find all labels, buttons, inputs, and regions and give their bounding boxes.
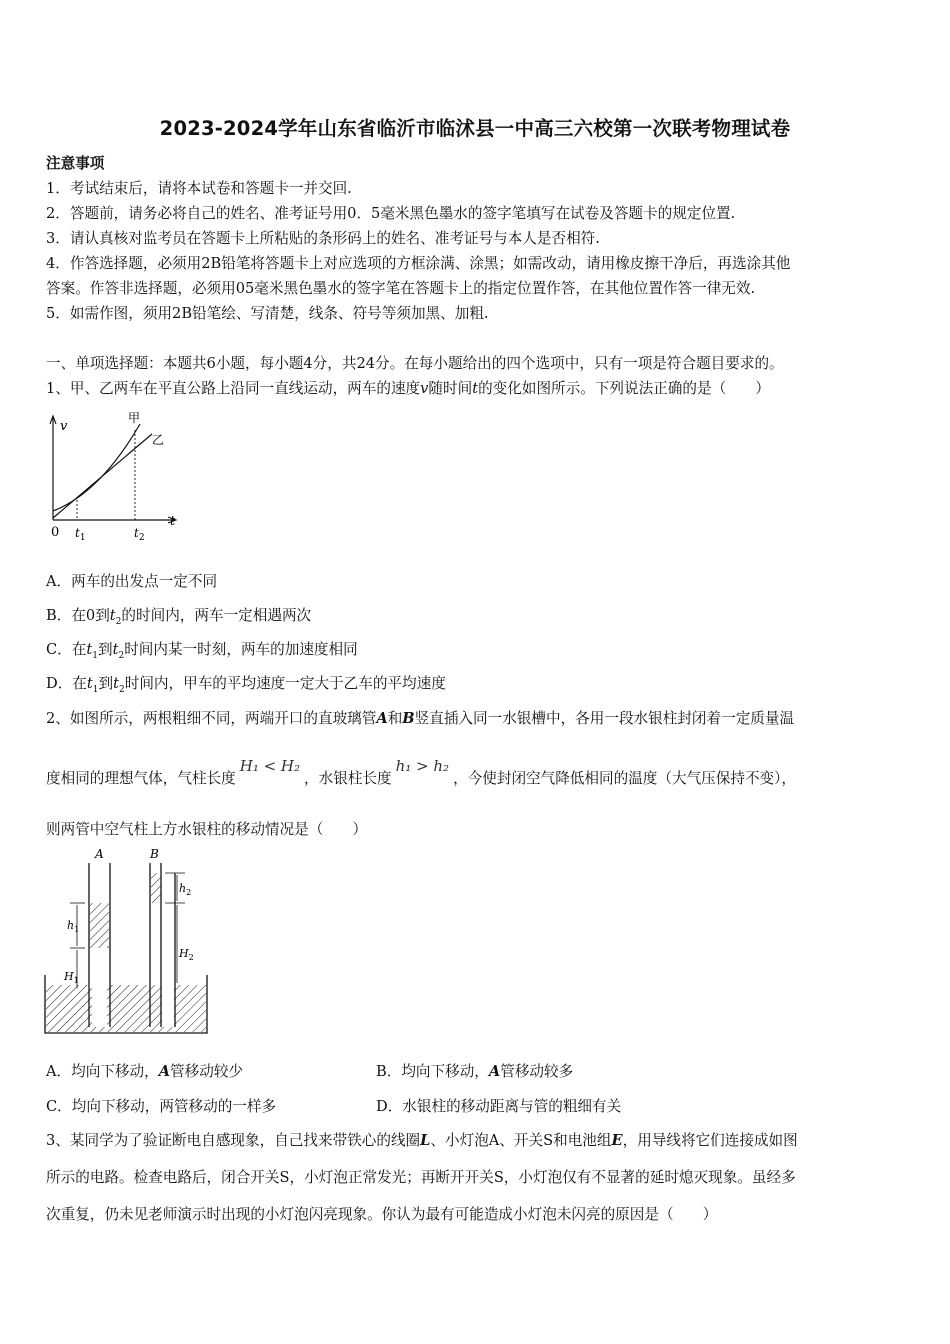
notice-item: 答案。作答非选择题，必须用05毫米黑色墨水的签字笔在答题卡上的指定位置作答，在其他位置作答一律无效.: [46, 280, 756, 297]
mercury-tubes-figure: [40, 845, 215, 1040]
q1-option-c: C．在$t_1$到$t_2$时间内某一时刻，两车的加速度相同: [46, 641, 358, 661]
condition-H: H₁ < H₂: [239, 757, 301, 775]
q2-option-c: C．均向下移动，两管移动的一样多: [46, 1098, 277, 1115]
q1-option-a: A．两车的出发点一定不同: [46, 573, 218, 590]
q1-option-b: B．在0到$t_2$的时间内，两车一定相遇两次: [46, 607, 312, 627]
t1-label: $t_1$: [75, 526, 86, 543]
yi-label: 乙: [152, 433, 165, 447]
q2-option-b: B．均向下移动，A管移动较多: [376, 1063, 574, 1080]
page-title: 2023-2024学年山东省临沂市临沭县一中高三六校第一次联考物理试卷: [159, 117, 791, 140]
v-axis-label: v: [60, 419, 68, 434]
H2-label: $H_2$: [179, 947, 194, 962]
question-1-stem: 1、甲、乙两车在平直公路上沿同一直线运动，两车的速度v随时间t的变化如图所示。下列说法正确的是（ ）: [46, 380, 770, 397]
t-axis-label: t: [170, 514, 176, 529]
condition-h: h₁ > h₂: [395, 757, 450, 775]
h1-label: $h_1$: [67, 919, 80, 934]
q2-option-d: D．水银柱的移动距离与管的粗细有关: [376, 1098, 622, 1115]
velocity-time-graph: [40, 408, 190, 548]
question-2-stem-line3: 则两管中空气柱上方水银柱的移动情况是（ ）: [46, 821, 368, 838]
q1-option-d: D．在$t_1$到$t_2$时间内，甲车的平均速度一定大于乙车的平均速度: [46, 675, 446, 695]
tube-a-mercury-column: [90, 903, 109, 948]
notice-heading: 注意事项: [46, 155, 105, 172]
notice-item: 2．答题前，请务必将自己的姓名、准考证号用0．5毫米黑色墨水的签字笔填写在试卷及答题卡的规定位置.: [46, 205, 736, 222]
jia-label: 甲: [128, 411, 141, 425]
h2-label: $h_2$: [179, 882, 192, 897]
question-3-line1: 3、某同学为了验证断电自感现象，自己找来带铁心的线圈L、小灯泡A、开关S和电池组E，用导线将它们连接成如图: [46, 1132, 798, 1149]
notice-item: 3．请认真核对监考员在答题卡上所粘贴的条形码上的姓名、准考证号与本人是否相符.: [46, 230, 600, 247]
origin-label: 0: [51, 525, 60, 540]
notice-item: 4．作答选择题，必须用2B铅笔将答题卡上对应选项的方框涂满、涂黑；如需改动，请用橡皮擦干净后，再选涂其他: [46, 255, 791, 272]
tube-a-gap: [92, 985, 107, 1027]
tube-a-label: A: [95, 847, 104, 861]
curve-jia: [53, 424, 140, 511]
question-3-line2: 所示的电路。检查电路后，闭合开关S，小灯泡正常发光；再断开开关S，小灯泡仅有不显著的延时熄灭现象。虽经多: [46, 1169, 796, 1186]
notice-item: 5．如需作图，须用2B铅笔绘、写清楚，线条、符号等须加黑、加粗.: [46, 305, 489, 322]
tube-b-mercury-column: [151, 873, 161, 903]
question-2-stem-line1: 2、如图所示，两根粗细不同，两端开口的直玻璃管A和B竖直插入同一水银槽中，各用一段水银柱封闭着一定质量温: [46, 710, 795, 727]
question-2-stem-line2: 度相同的理想气体，气柱长度H₁ < H₂，水银柱长度h₁ > h₂，今使封闭空气降低相同的温度（大气压保持不变），: [46, 757, 797, 787]
H1-label: $H_1$: [64, 970, 79, 985]
trough-mercury: [46, 985, 206, 1032]
t2-label: $t_2$: [134, 526, 145, 543]
notice-item: 1．考试结束后，请将本试卷和答题卡一并交回.: [46, 180, 352, 197]
tube-b-gap: [162, 985, 174, 1027]
section-heading: 一、单项选择题：本题共6小题，每小题4分，共24分。在每小题给出的四个选项中，只有一项是符合题目要求的。: [46, 355, 784, 372]
tube-b-label: B: [150, 847, 159, 861]
question-3-line3: 次重复，仍未见老师演示时出现的小灯泡闪亮现象。你认为最有可能造成小灯泡未闪亮的原因是（ ）: [46, 1206, 718, 1223]
q2-option-a: A．均向下移动，A管移动较少: [46, 1063, 244, 1080]
